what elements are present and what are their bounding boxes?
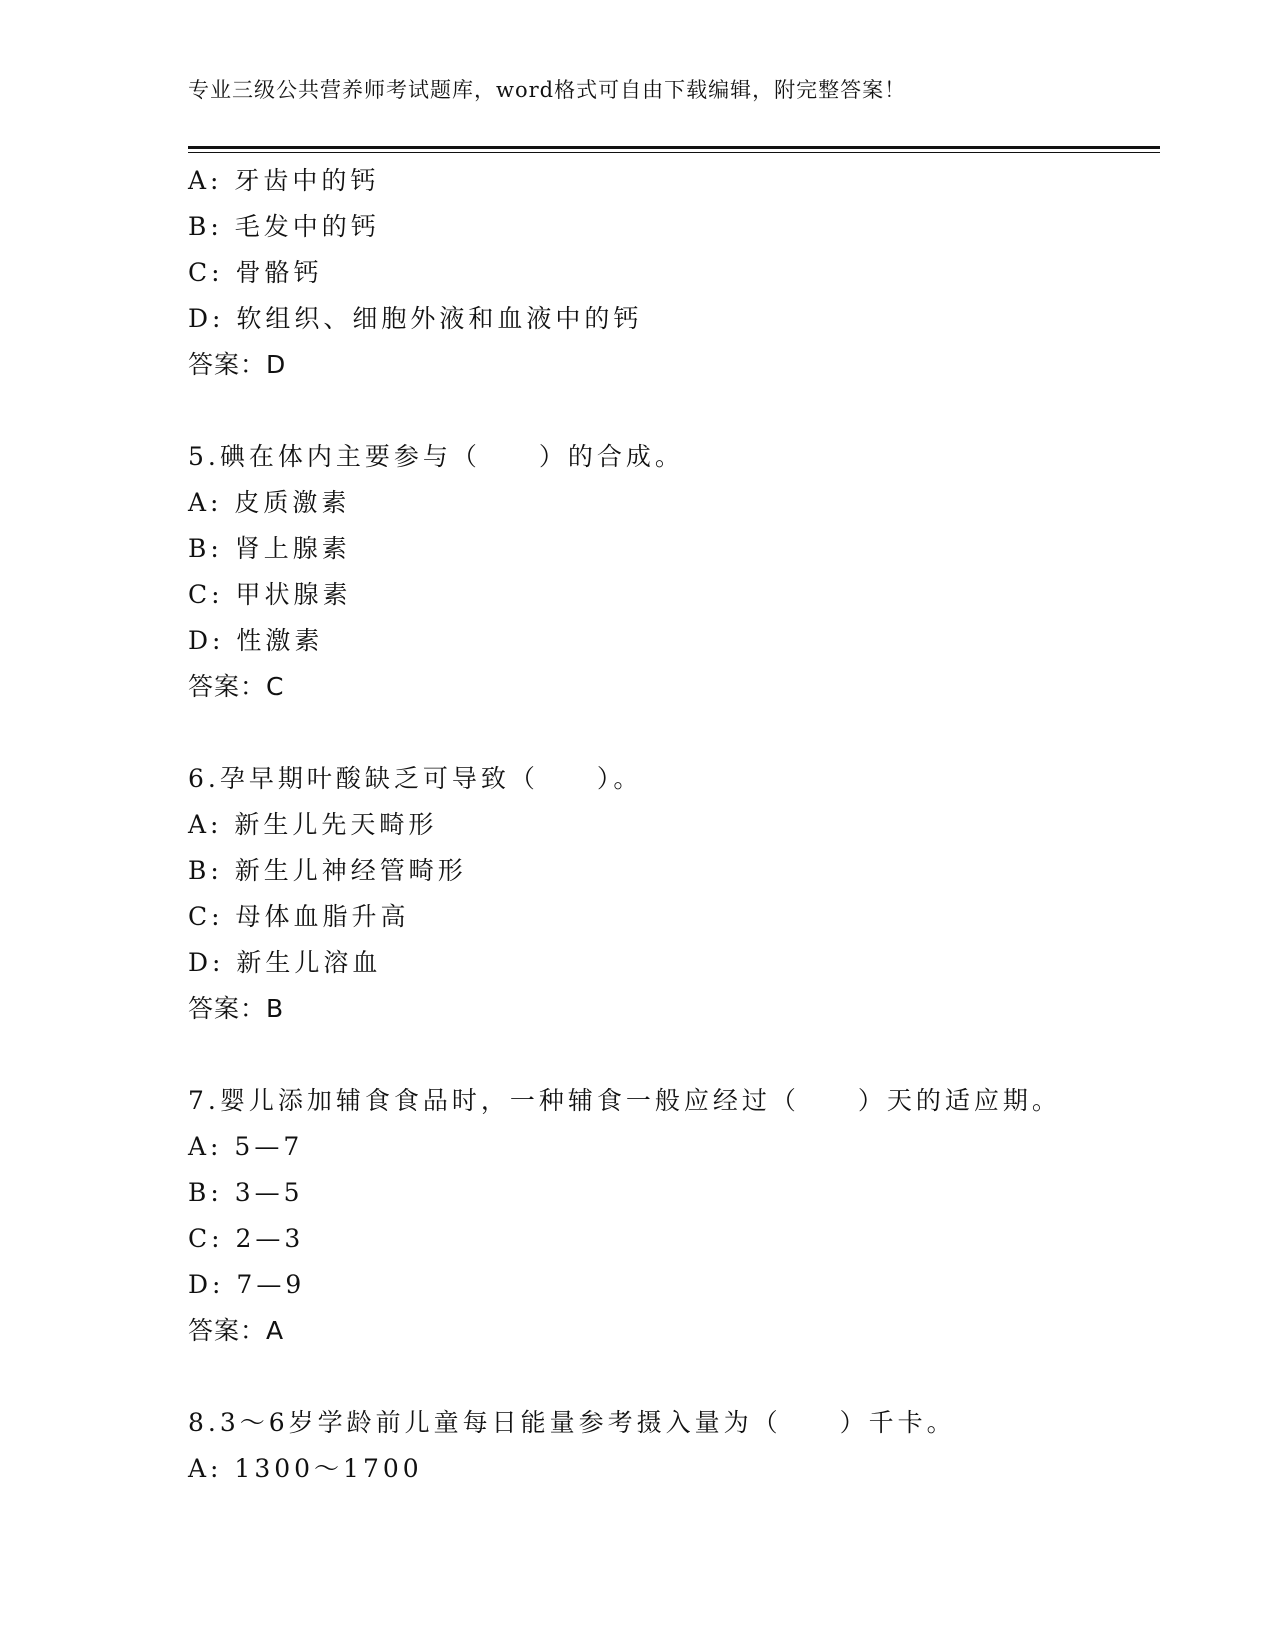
option-d: D: 7—9 [188,1270,306,1299]
header-rule-thin [188,152,1160,153]
question-stem: 8.3～6岁学龄前儿童每日能量参考摄入量为（ ）千卡。 [188,1408,956,1437]
option-a: A: 新生儿先天畸形 [188,810,438,839]
option-d: D: 性激素 [188,626,324,655]
question-stem: 5.碘在体内主要参与（ ）的合成。 [188,442,684,471]
option-d: D: 软组织、细胞外液和血液中的钙 [188,304,643,333]
spacer [188,388,1160,434]
question-stem: 7.婴儿添加辅食食品时，一种辅食一般应经过（ ）天的适应期。 [188,1086,1061,1115]
option-b: B: 毛发中的钙 [188,212,380,241]
option-a: A: 5—7 [188,1132,304,1161]
option-c: C: 甲状腺素 [188,580,352,609]
option-c: C: 2—3 [188,1224,305,1253]
spacer [188,710,1160,756]
option-a: A: 皮质激素 [188,488,351,517]
question-4-continued [188,158,1160,388]
option-b: B: 3—5 [188,1178,304,1207]
question-8 [188,1400,1160,1492]
option-d: D: 新生儿溶血 [188,948,382,977]
answer-line: 答案：D [188,350,287,379]
header-rule-thick [188,146,1160,149]
answer-line: 答案：B [188,994,285,1023]
option-b: B: 肾上腺素 [188,534,351,563]
answer-line: 答案：C [188,672,285,701]
answer-line: 答案：A [188,1316,285,1345]
option-a: A: 1300～1700 [188,1454,423,1483]
option-a: A: 牙齿中的钙 [188,166,380,195]
spacer [188,1032,1160,1078]
spacer [188,1354,1160,1400]
option-c: C: 母体血脂升高 [188,902,410,931]
page-header: 专业三级公共营养师考试题库，word格式可自由下载编辑，附完整答案！ [188,78,907,102]
question-6 [188,756,1160,1032]
question-stem: 6.孕早期叶酸缺乏可导致（ ）。 [188,764,643,793]
document-body [188,158,1160,1492]
option-c: C: 骨骼钙 [188,258,323,287]
option-b: B: 新生儿神经管畸形 [188,856,467,885]
question-7 [188,1078,1160,1354]
question-5 [188,434,1160,710]
